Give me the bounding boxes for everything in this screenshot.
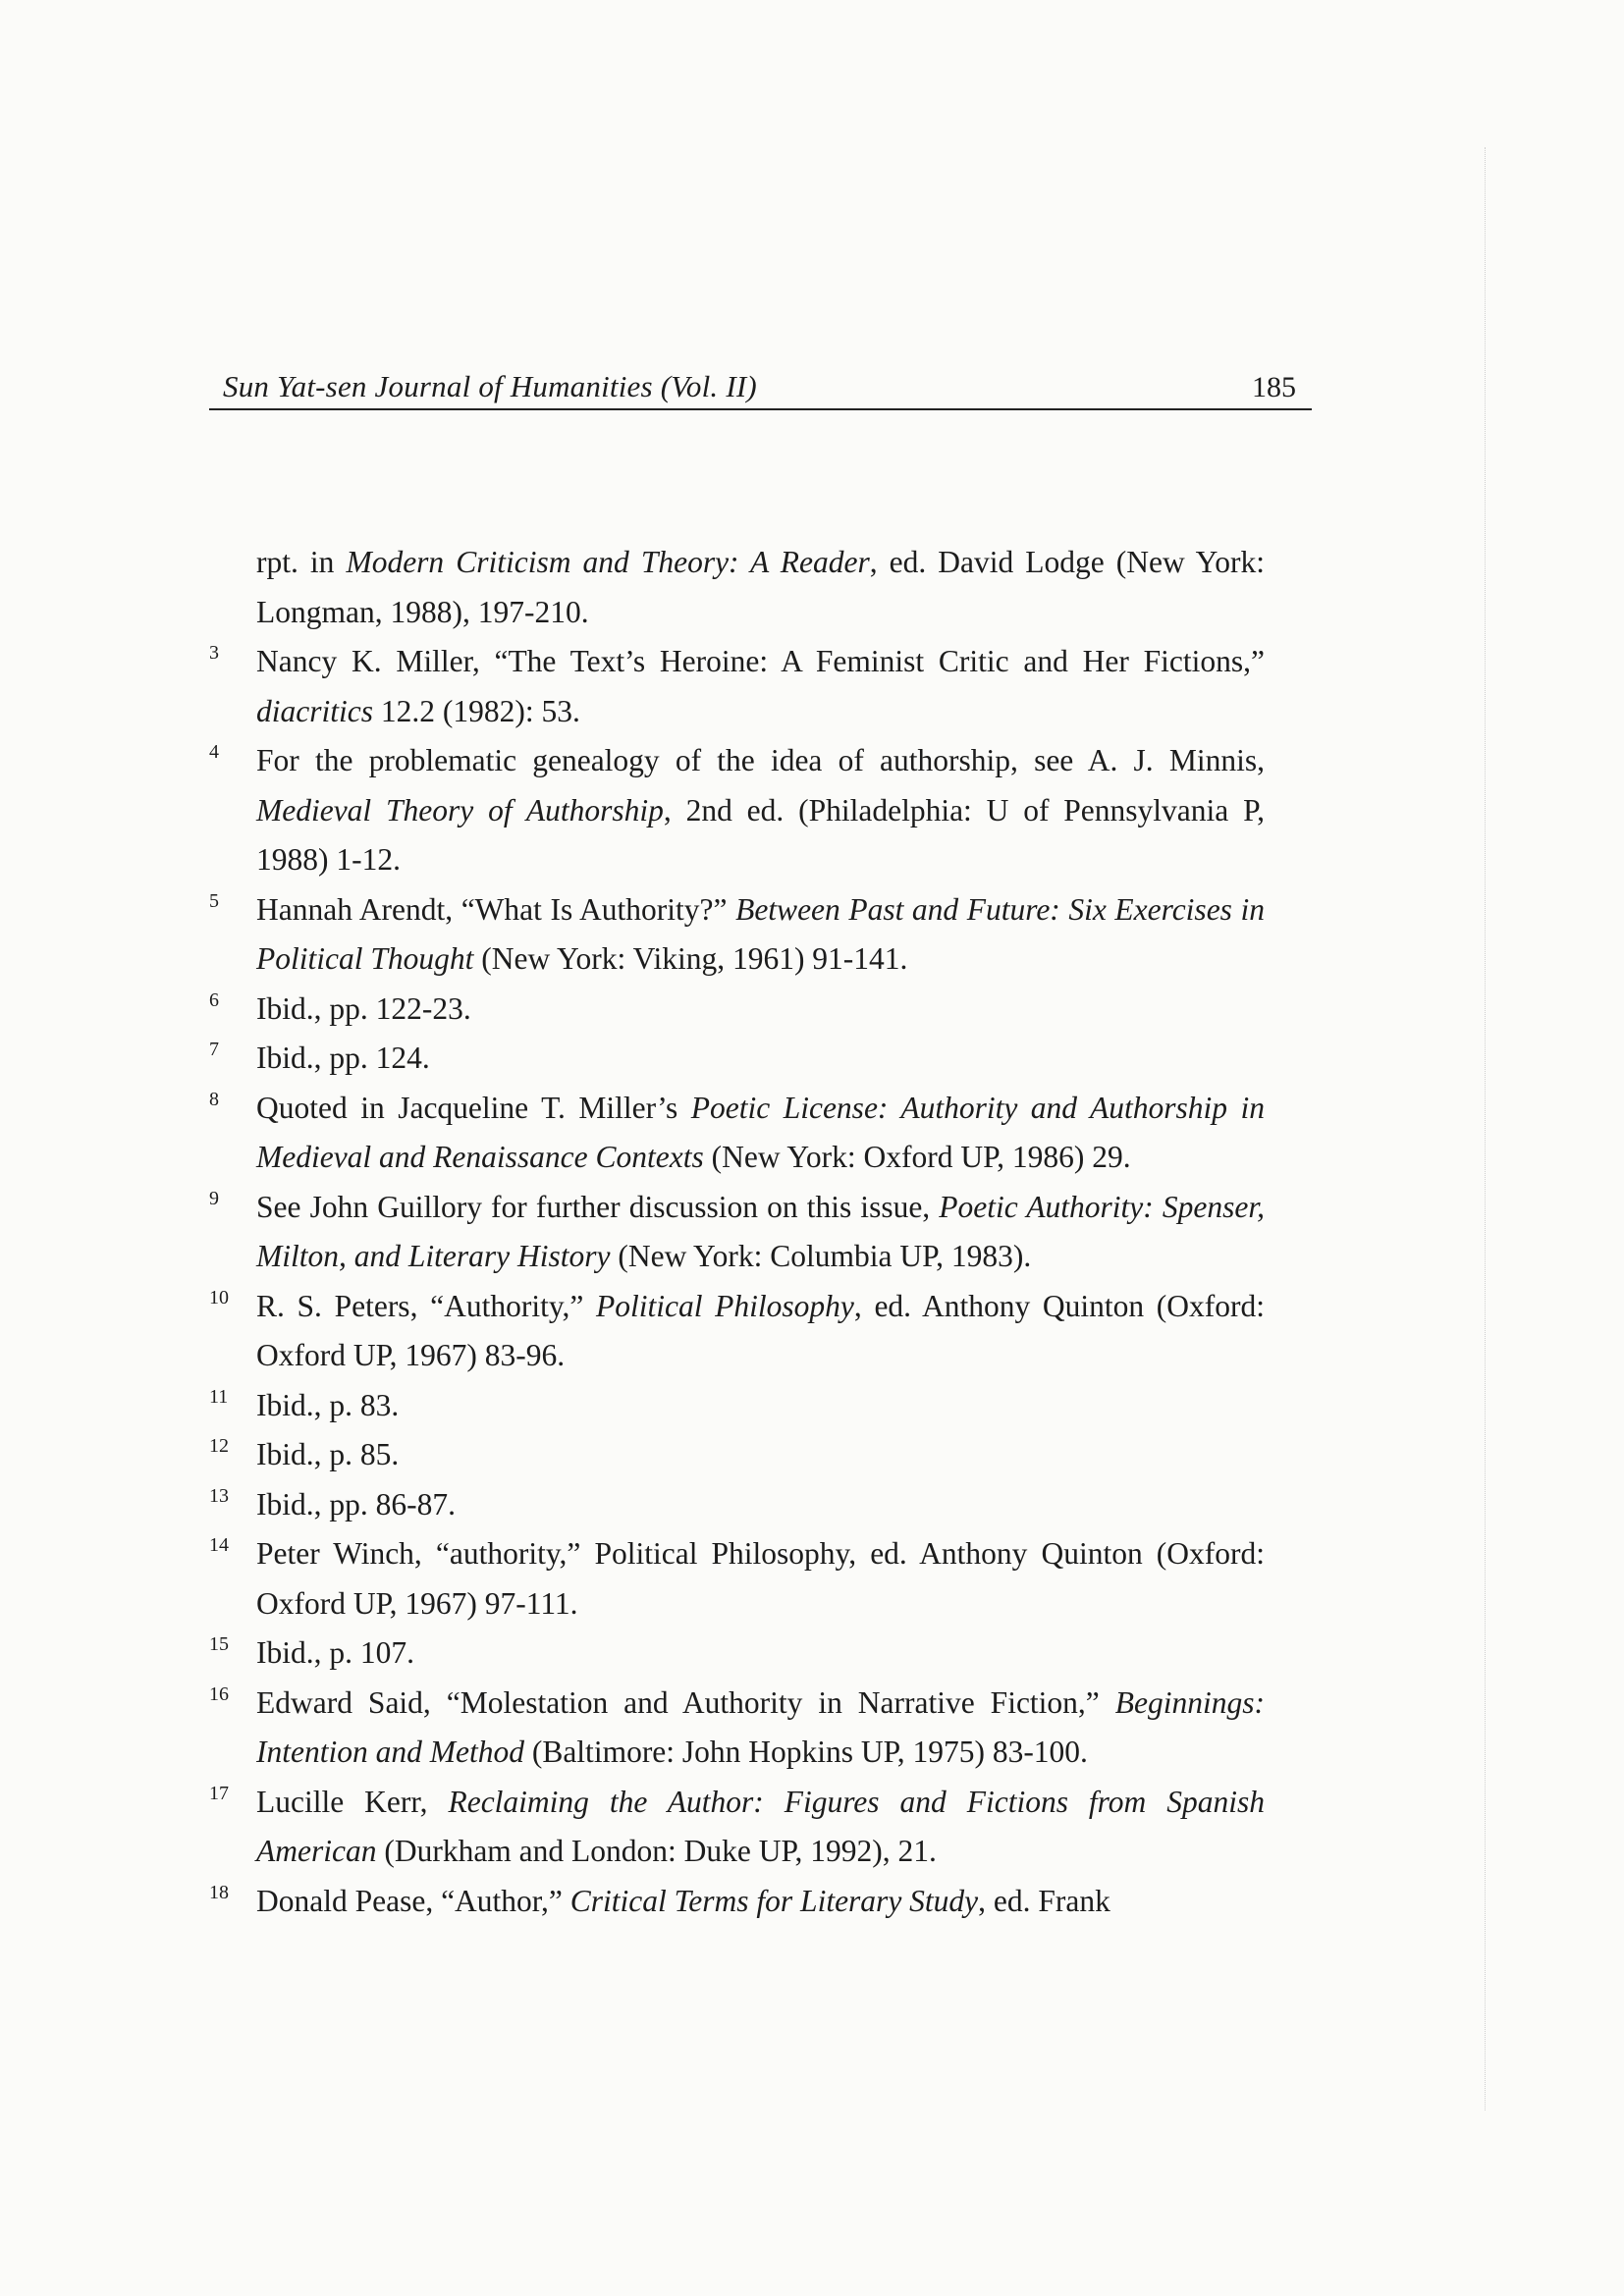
endnote-number: 3 bbox=[209, 642, 219, 664]
endnote-text: , 2nd ed. (Philadelphia: U of Pennsylvania P, 1988) 1-12. bbox=[256, 792, 1266, 877]
endnote-number: 15 bbox=[209, 1633, 229, 1655]
endnote bbox=[209, 736, 1265, 885]
endnote bbox=[209, 1084, 1265, 1183]
endnote-text: (Baltimore: John Hopkins UP, 1975) 83-100. bbox=[523, 1735, 1088, 1769]
endnote-number: 16 bbox=[209, 1682, 229, 1705]
endnote-title: Critical Terms for Literary Study bbox=[569, 1883, 979, 1918]
endnote bbox=[209, 885, 1265, 985]
endnote-text: Ibid., pp. 86-87. bbox=[256, 1486, 456, 1522]
endnote bbox=[209, 637, 1265, 736]
endnote-text: , ed. David Lodge (New York: Longman, 1988), 197-210. bbox=[256, 545, 1265, 629]
endnote-title: Medieval Theory of Authorship bbox=[256, 792, 664, 828]
endnote bbox=[209, 1679, 1265, 1778]
endnote-title: Modern Criticism and Theory: A Reader bbox=[346, 545, 870, 579]
endnote-text: Edward Said, “Molestation and Authority in Narrative Fiction,” bbox=[256, 1684, 1115, 1720]
endnote-title: Political Philosophy bbox=[596, 1288, 854, 1323]
endnote-number: 9 bbox=[209, 1187, 219, 1209]
endnote-text: Peter Winch, “authority,” Political Philosophy, ed. Anthony Quinton (Oxford: Oxford UP, 1967) 97-111. bbox=[256, 1536, 1265, 1621]
endnote-number: 13 bbox=[209, 1484, 229, 1507]
endnote-number: 4 bbox=[209, 741, 219, 763]
scan-margin-line bbox=[1485, 147, 1487, 2110]
endnote bbox=[209, 1430, 1265, 1480]
endnote-title: diacritics bbox=[256, 693, 373, 728]
endnote-text: Donald Pease, “Author,” bbox=[256, 1883, 570, 1918]
endnote-number: 14 bbox=[209, 1534, 229, 1556]
endnote bbox=[209, 1778, 1265, 1877]
endnote-title: Beginnings: Intention and Method bbox=[256, 1684, 1265, 1769]
endnote bbox=[209, 1381, 1265, 1431]
endnote-text: Ibid., p. 85. bbox=[256, 1437, 400, 1471]
endnote-number: 6 bbox=[209, 988, 219, 1011]
endnote bbox=[209, 985, 1265, 1035]
endnote-text: Nancy K. Miller, “The Text’s Heroine: A Feminist Critic and Her Fictions,” bbox=[256, 644, 1265, 678]
endnote-number: 10 bbox=[209, 1286, 229, 1308]
endnote-text: Hannah Arendt, “What Is Authority?” bbox=[256, 891, 736, 927]
endnote-number: 5 bbox=[209, 889, 219, 912]
endnote bbox=[209, 1183, 1265, 1282]
endnote-number: 18 bbox=[209, 1881, 229, 1903]
endnote-text: , ed. Frank bbox=[978, 1883, 1110, 1918]
endnote-text: 12.2 (1982): 53. bbox=[373, 693, 580, 728]
endnote-text: Ibid., pp. 122-23. bbox=[256, 990, 471, 1026]
endnote-title: Poetic License: Authority and Authorship in Medieval and Renaissance Contexts bbox=[256, 1090, 1265, 1174]
endnote bbox=[209, 1529, 1265, 1629]
endnote-title: Poetic Authority: Spenser, Milton, and Literary History bbox=[256, 1189, 1265, 1273]
endnote bbox=[209, 1282, 1265, 1381]
endnote-number: 11 bbox=[209, 1385, 229, 1408]
endnotes-list bbox=[209, 538, 1265, 1926]
endnote-text: Quoted in Jacqueline T. Miller’s bbox=[256, 1090, 691, 1125]
endnote-number: 7 bbox=[209, 1039, 219, 1060]
journal-title: Sun Yat-sen Journal of Humanities (Vol. II) bbox=[223, 369, 757, 403]
endnote-text: rpt. in bbox=[256, 545, 347, 579]
endnote bbox=[209, 538, 1265, 637]
endnote bbox=[209, 1877, 1265, 1927]
endnote-title: Reclaiming the Author: Figures and Fictions from Spanish American bbox=[256, 1784, 1265, 1868]
endnote bbox=[209, 1034, 1265, 1084]
endnote-text: (New York: Viking, 1961) 91-141. bbox=[473, 941, 908, 976]
endnote-text: Ibid., pp. 124. bbox=[256, 1041, 430, 1075]
endnote-text: , ed. Anthony Quinton (Oxford: Oxford UP, 1967) 83-96. bbox=[256, 1288, 1266, 1372]
running-header bbox=[209, 363, 1312, 410]
endnote-text: (New York: Columbia UP, 1983). bbox=[610, 1239, 1032, 1273]
endnote-text: See John Guillory for further discussion on this issue, bbox=[256, 1189, 940, 1224]
endnote bbox=[209, 1480, 1265, 1530]
endnote-title: Between Past and Future: Six Exercises in Political Thought bbox=[256, 891, 1265, 976]
endnote bbox=[209, 1629, 1265, 1679]
endnote-number: 12 bbox=[209, 1435, 229, 1457]
endnote-text: Lucille Kerr, bbox=[256, 1784, 449, 1819]
endnote-text: Ibid., p. 107. bbox=[256, 1635, 414, 1670]
endnote-number: 8 bbox=[209, 1088, 219, 1110]
endnote-text: Ibid., p. 83. bbox=[256, 1387, 400, 1422]
page-number: 185 bbox=[1252, 371, 1296, 403]
endnote-text: R. S. Peters, “Authority,” bbox=[256, 1288, 597, 1323]
endnote-text: (Durkham and London: Duke UP, 1992), 21. bbox=[376, 1834, 937, 1868]
endnote-number: 17 bbox=[209, 1782, 229, 1804]
endnote-text: For the problematic genealogy of the idea of authorship, see A. J. Minnis, bbox=[256, 743, 1265, 777]
endnote-text: (New York: Oxford UP, 1986) 29. bbox=[703, 1140, 1131, 1174]
